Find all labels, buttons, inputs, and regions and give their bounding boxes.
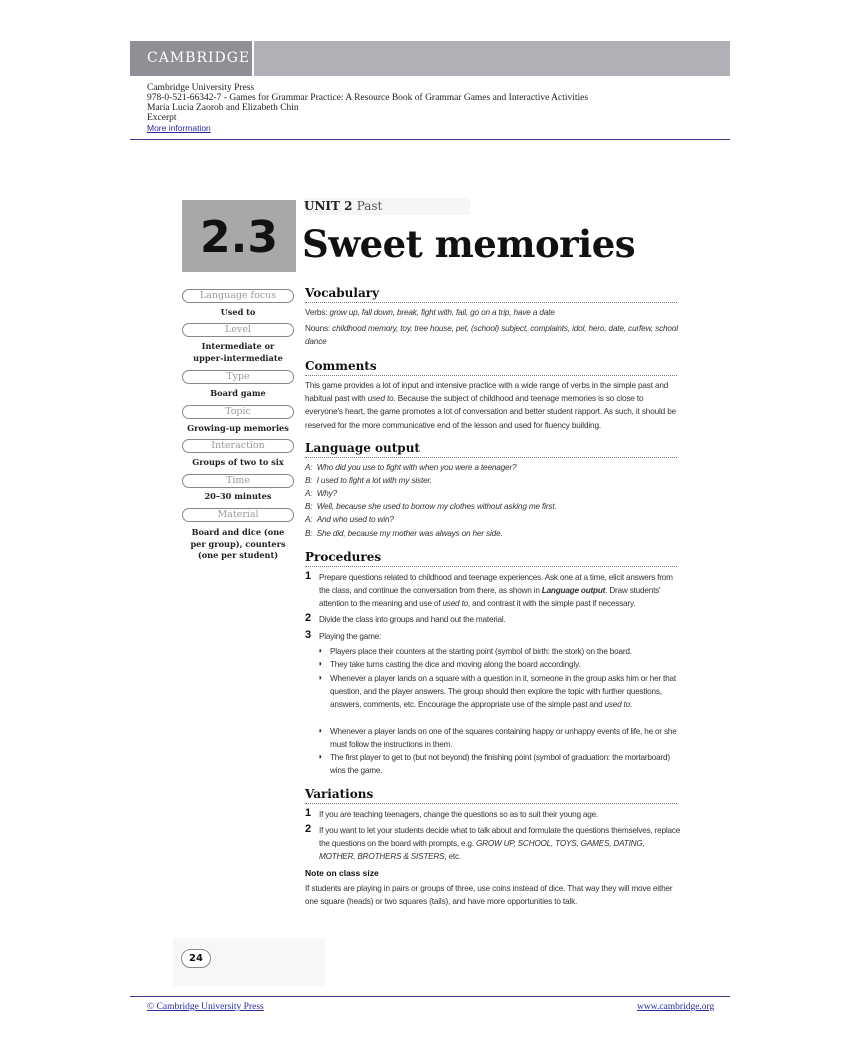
comments-text xyxy=(305,379,680,432)
comments-rule xyxy=(305,375,677,376)
sidebar-label-material: Material xyxy=(182,508,294,522)
variation-2 xyxy=(319,824,681,864)
step-number: 2 xyxy=(305,612,312,624)
dialogue-text: I used to fight a lot with my sister. xyxy=(316,476,432,485)
vocabulary-nouns xyxy=(305,322,680,348)
logo-divider xyxy=(252,41,254,76)
dialogue-line xyxy=(305,474,680,487)
comments-text-italic: used to xyxy=(367,394,394,404)
page-number: 24 xyxy=(181,949,211,968)
sidebar-label-time: Time xyxy=(182,474,294,488)
procedure-bullet: The first player to get to (but not beyond) the finishing point (symbol of graduation: the mortarboard) wins the game. xyxy=(330,753,670,776)
step-number: 3 xyxy=(305,629,312,641)
footer-rule xyxy=(130,996,730,997)
publisher-name: Cambridge University Press xyxy=(147,83,255,93)
comments-text-1: This game provides a lot of input and intensive practice with a wide range of verbs in the simple past and habitual past with xyxy=(305,381,669,404)
page-title: Sweet memories xyxy=(302,222,636,266)
bullet-icon: ◗ xyxy=(318,646,323,655)
verbs-list: grow up, fall down, break, fight with, fail, go on a trip, have a date xyxy=(329,308,555,317)
dialogue-text: Why? xyxy=(316,489,338,498)
bullet-icon: ◗ xyxy=(318,659,323,668)
vocabulary-verbs xyxy=(305,306,680,319)
variations-rule xyxy=(305,803,677,804)
note-text: If students are playing in pairs or groups of three, use coins instead of dice. That way they will move either one square (heads) or two squares (tails), and have more opportunities to talk. xyxy=(305,884,673,907)
procedures-heading: Procedures xyxy=(305,550,382,564)
language-output-rule xyxy=(305,457,677,458)
vocabulary-heading: Vocabulary xyxy=(305,286,380,300)
dialogue-line xyxy=(305,487,680,500)
step1-text-b: . Draw students' attention to the meaning and use of xyxy=(319,586,661,609)
step1-bold: Language output xyxy=(541,586,606,596)
procedure-bullet: Whenever a player lands on one of the squares containing happy or unhappy events of life, he or she must follow the instructions in them. xyxy=(330,727,677,750)
sidebar-value-material: Board and dice (one per group), counters (one per student) xyxy=(190,527,286,560)
sidebar-label-level: Level xyxy=(182,323,294,337)
nouns-list: childhood memory, toy, tree house, pet, (school) subject, complaints, idol, hero, date, curfew, school dance xyxy=(305,324,678,347)
more-information-link[interactable]: More information xyxy=(147,123,211,133)
bullet3-italic: used to xyxy=(604,700,630,710)
step1-text-a: Prepare questions related to childhood and teenage experiences. Ask one at a time, elicit answers from the class, and continue the conversation from there, as shown in xyxy=(319,573,673,596)
dialogue-text: Who did you use to fight with when you were a teenager? xyxy=(316,463,517,472)
note-heading: Note on class size xyxy=(305,868,379,878)
sidebar-label-type: Type xyxy=(182,370,294,384)
header-rule xyxy=(130,139,730,140)
book-authors: Maria Lucia Zaorob and Elizabeth Chin xyxy=(147,103,299,113)
dialogue-speaker: B: xyxy=(305,476,313,485)
comments-text-2: . Because the subject of childhood and teenage memories is so close to everyone's heart, the game promotes a lot of conversation and better student rapport. As such, it should be reserved for the more communicative end of the lesson and used for fluency building. xyxy=(305,394,677,430)
bullet3-end: . xyxy=(629,700,633,710)
cambridge-logo: CAMBRIDGE xyxy=(130,41,252,76)
dialogue-text: And who used to win? xyxy=(316,515,394,524)
variations-heading: Variations xyxy=(305,787,374,801)
variation-number: 1 xyxy=(305,807,312,819)
sidebar-value-time: 20–30 minutes xyxy=(204,491,272,501)
unit-label xyxy=(304,198,470,215)
comments-heading: Comments xyxy=(305,359,377,373)
book-isbn-title: 978-0-521-66342-7 - Games for Grammar Practice: A Resource Book of Grammar Games and Interactive Activities xyxy=(147,93,589,103)
verbs-label: Verbs: xyxy=(305,308,328,317)
dialogue-line xyxy=(305,500,680,513)
procedures-rule xyxy=(305,566,677,567)
dialogue-speaker: A: xyxy=(305,489,313,498)
bullet-icon: ◗ xyxy=(318,726,323,735)
sidebar-value-language-focus: Used to xyxy=(220,307,256,317)
variation-number: 2 xyxy=(305,823,312,835)
procedure-bullet: Players place their counters at the starting point (symbol of birth: the stork) on the board. xyxy=(330,647,632,656)
procedure-bullet xyxy=(330,672,682,712)
procedure-bullet: They take turns casting the dice and moving along the board accordingly. xyxy=(330,660,581,669)
procedure-step-2: Divide the class into groups and hand out the material. xyxy=(319,615,506,624)
dialogue-speaker: A: xyxy=(305,515,313,524)
sidebar-label-interaction: Interaction xyxy=(182,439,294,453)
sidebar-value-type: Board game xyxy=(210,388,266,398)
dialogue-text: Well, because she used to borrow my clothes without asking me first. xyxy=(316,502,557,511)
sidebar-value-level: Intermediate or upper-intermediate xyxy=(193,341,283,363)
unit-number: 2.3 xyxy=(200,212,278,263)
cambridge-website-link[interactable]: www.cambridge.org xyxy=(637,1002,715,1012)
procedure-step-1 xyxy=(319,571,681,611)
copyright-link[interactable]: © Cambridge University Press xyxy=(147,1002,264,1012)
variation-1: If you are teaching teenagers, change the questions so as to suit their young age. xyxy=(319,810,599,819)
variation2-text-b: , etc. xyxy=(444,852,461,862)
sidebar-value-interaction: Groups of two to six xyxy=(192,457,284,467)
sidebar-value-topic: Growing-up memories xyxy=(187,423,289,433)
variation2-italic: GROW UP, SCHOOL, TOYS, GAMES, DATING, MOTHER, BROTHERS & SISTERS xyxy=(319,839,645,862)
language-output-heading: Language output xyxy=(305,441,420,455)
dialogue-speaker: A: xyxy=(305,463,313,472)
dialogue-line xyxy=(305,461,680,474)
step-number: 1 xyxy=(305,570,312,582)
variation2-text-a: If you want to let your students decide what to talk about and formulate the questions themselves, replace the questions on the board with prompts, e.g. xyxy=(319,826,681,849)
step1-italic: used to xyxy=(442,599,468,609)
dialogue-line xyxy=(305,527,680,540)
nouns-label: Nouns: xyxy=(305,324,331,333)
bullet-icon: ◗ xyxy=(318,673,323,682)
bullet-icon: ◗ xyxy=(318,752,323,761)
excerpt-label: Excerpt xyxy=(147,113,177,123)
dialogue-speaker: B: xyxy=(305,502,313,511)
dialogue-speaker: B: xyxy=(305,529,313,538)
sidebar-label-topic: Topic xyxy=(182,405,294,419)
step1-text-c: , and contrast it with the simple past if necessary. xyxy=(467,599,636,609)
dialogue-text: She did, because my mother was always on her side. xyxy=(316,529,503,538)
sidebar-label-language-focus: Language focus xyxy=(182,289,294,303)
dialogue-line xyxy=(305,513,680,526)
unit-label-main: UNIT 2 xyxy=(304,199,353,213)
unit-label-sub: Past xyxy=(356,199,383,213)
vocabulary-rule xyxy=(305,302,677,303)
bullet3-text: Whenever a player lands on a square with a question in it, someone in the group asks him or her that question, and the player answers. The group should then explore the topic with further questions, answers, comments, etc. Encourage the appropriate use of the simple past and xyxy=(330,674,676,710)
procedure-step-3: Playing the game: xyxy=(319,632,382,641)
